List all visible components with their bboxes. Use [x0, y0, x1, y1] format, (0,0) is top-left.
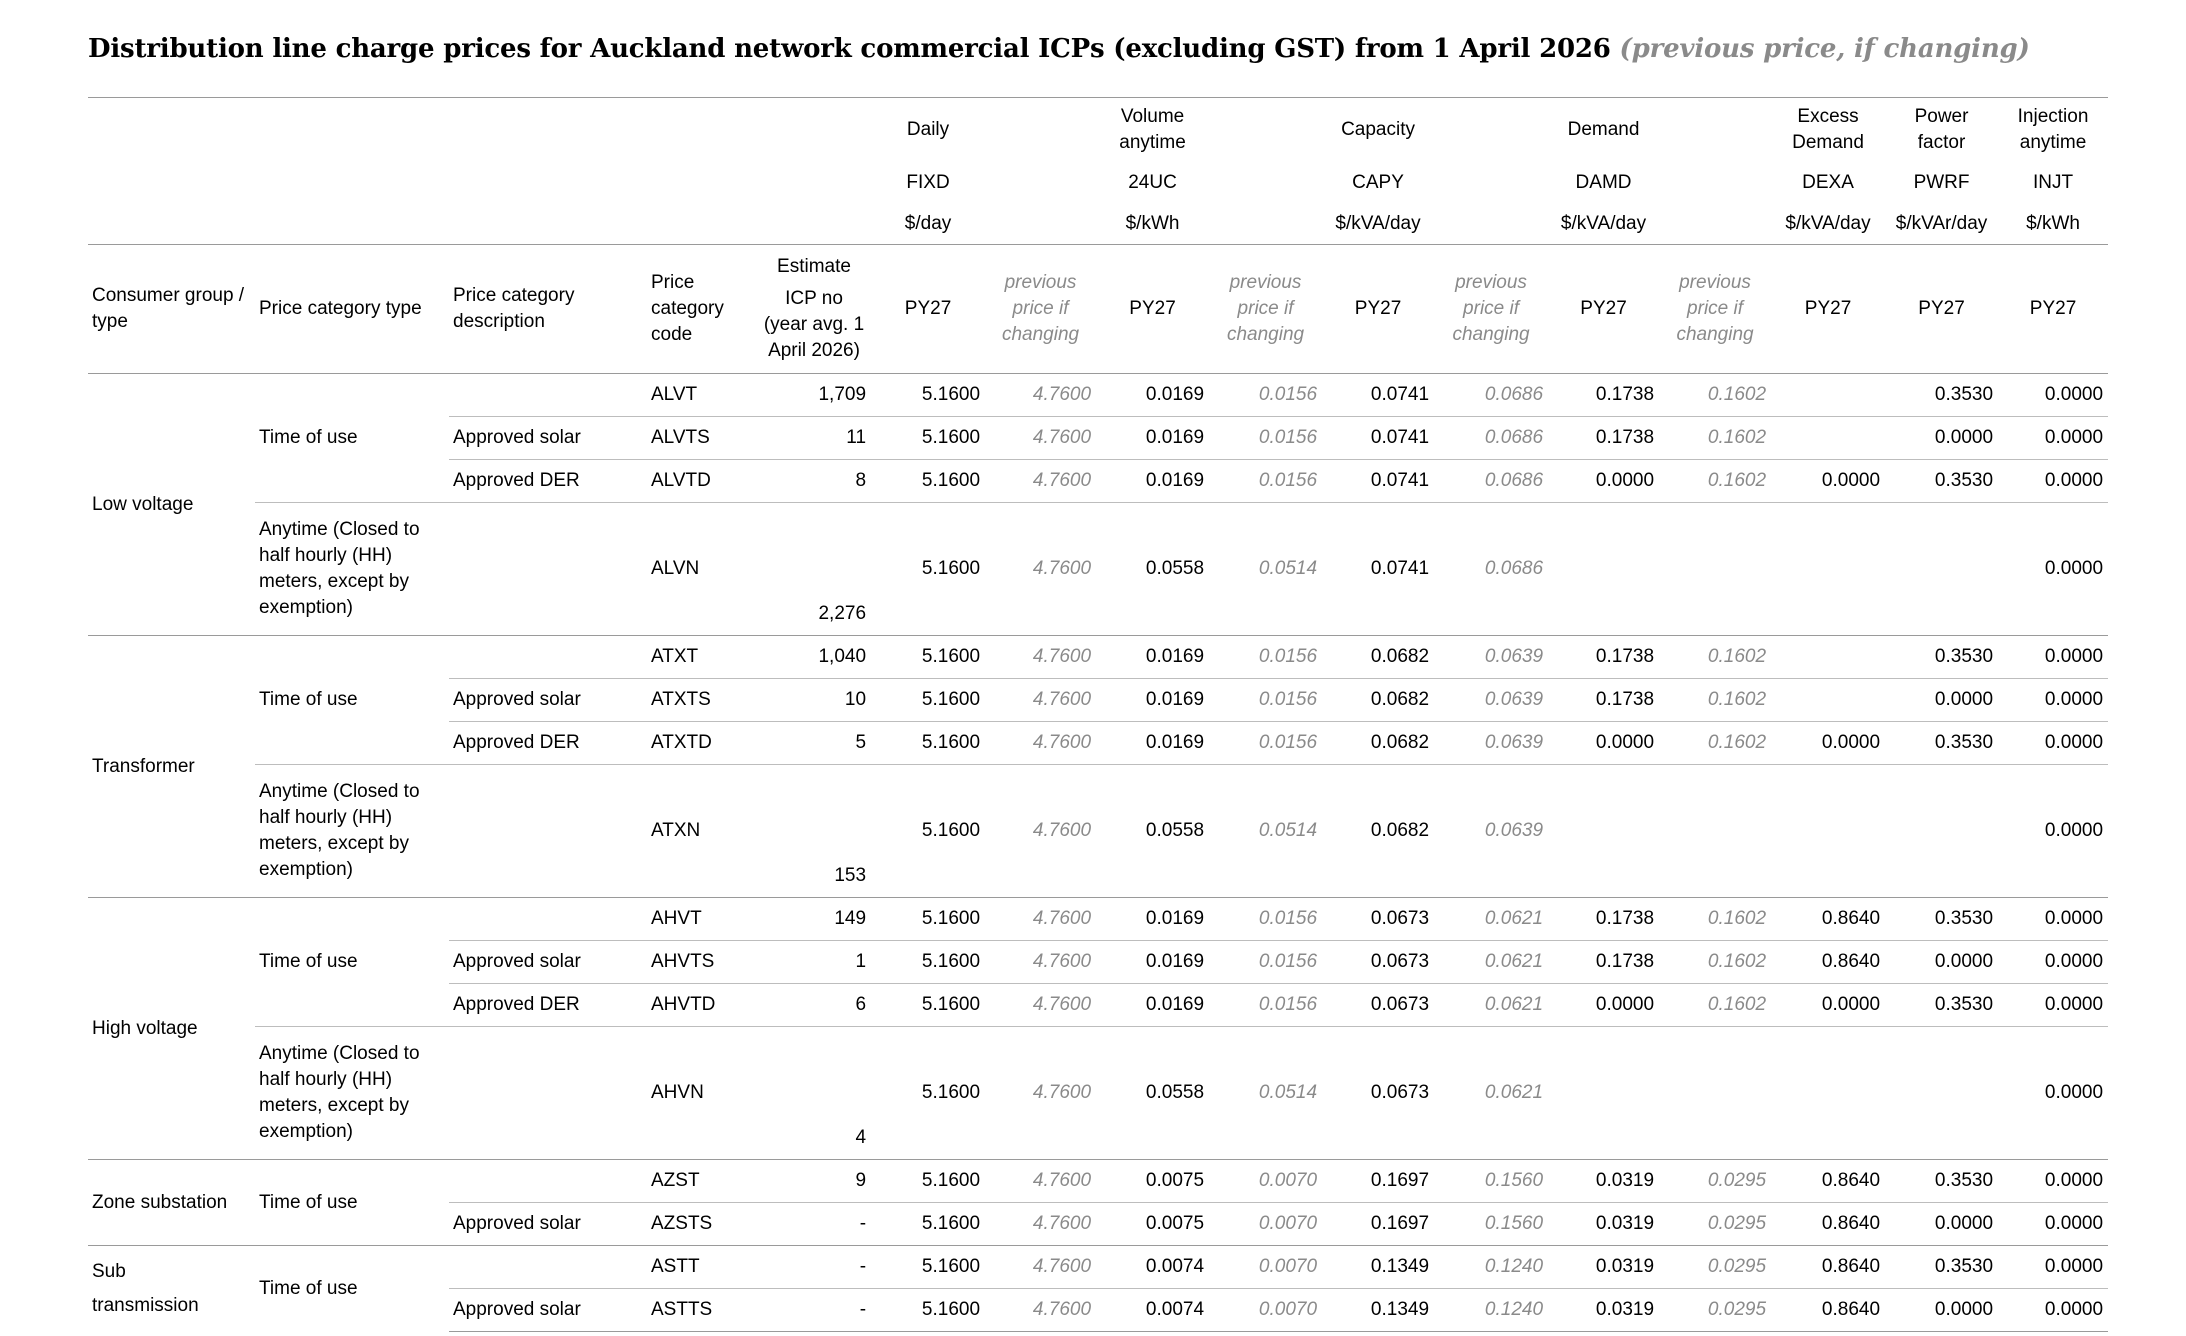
fixd-previous: 4.7600: [985, 1203, 1096, 1246]
description: Approved DER: [449, 460, 647, 503]
hdr-daily-code: FIXD: [906, 172, 950, 193]
col-consumer-group: Consumer group / type: [88, 245, 255, 374]
damd-previous: 0.1602: [1659, 636, 1771, 679]
injt-value: 0.0000: [1998, 898, 2108, 941]
injt-value: 0.0000: [1998, 984, 2108, 1027]
col-price-category-description: Price category description: [449, 245, 647, 374]
col-py27: PY27: [1322, 245, 1434, 374]
uc-value: 0.0169: [1096, 898, 1209, 941]
uc-value: 0.0558: [1096, 1027, 1209, 1160]
dexa-value: [1771, 1027, 1885, 1160]
hdr-capacity-unit: $/kVA/day: [1335, 213, 1421, 234]
uc-value: 0.0169: [1096, 722, 1209, 765]
uc-previous: 0.0514: [1209, 765, 1322, 898]
hdr-power-unit: $/kVAr/day: [1895, 213, 1988, 234]
fixd-previous: 4.7600: [985, 1289, 1096, 1332]
icp-count: -: [757, 1203, 871, 1246]
fixd-previous: 4.7600: [985, 460, 1096, 503]
col-py27: PY27: [1771, 245, 1885, 374]
fixd-value: 5.1600: [871, 984, 985, 1027]
damd-previous: 0.1602: [1659, 460, 1771, 503]
uc-previous: 0.0156: [1209, 679, 1322, 722]
price-type: Time of use: [255, 1246, 449, 1332]
pwrf-value: [1885, 503, 1998, 636]
uc-value: 0.0075: [1096, 1160, 1209, 1203]
icp-count: 11: [757, 417, 871, 460]
uc-previous: 0.0156: [1209, 722, 1322, 765]
hdr-injection-name: Injection anytime: [1998, 98, 2108, 163]
pwrf-value: [1885, 1027, 1998, 1160]
fixd-value: 5.1600: [871, 765, 985, 898]
capy-previous: 0.0621: [1434, 941, 1548, 984]
icp-count: 153: [757, 765, 871, 898]
pwrf-value: 0.3530: [1885, 636, 1998, 679]
pwrf-value: 0.0000: [1885, 1203, 1998, 1246]
table-row: [88, 1027, 2108, 1160]
title-main: Distribution line charge prices for Auckland network commercial ICPs (excluding GST) from 1 April 2026: [88, 34, 1611, 64]
hdr-daily-name: Daily: [871, 98, 985, 163]
uc-previous: 0.0070: [1209, 1160, 1322, 1203]
fixd-value: 5.1600: [871, 898, 985, 941]
hdr-volume-unit: $/kWh: [1125, 213, 1180, 234]
capy-previous: 0.0639: [1434, 636, 1548, 679]
pwrf-value: 0.3530: [1885, 1160, 1998, 1203]
capy-value: 0.0741: [1322, 374, 1434, 417]
price-code: ATXN: [647, 765, 757, 898]
hdr-power-name: Power factor: [1885, 98, 1998, 163]
pwrf-value: 0.0000: [1885, 1289, 1998, 1332]
group-name: Zone substation: [88, 1160, 255, 1246]
dexa-value: [1771, 636, 1885, 679]
damd-value: 0.1738: [1548, 636, 1659, 679]
damd-value: 0.0319: [1548, 1246, 1659, 1289]
injt-value: 0.0000: [1998, 1027, 2108, 1160]
damd-previous: [1659, 765, 1771, 898]
fixd-previous: 4.7600: [985, 984, 1096, 1027]
price-type: Time of use: [255, 898, 449, 1027]
capy-previous: 0.1240: [1434, 1289, 1548, 1332]
dexa-value: 0.0000: [1771, 722, 1885, 765]
col-estimate-icp: [757, 245, 871, 374]
capy-previous: 0.0639: [1434, 765, 1548, 898]
pwrf-value: 0.3530: [1885, 374, 1998, 417]
fixd-previous: 4.7600: [985, 941, 1096, 984]
capy-value: 0.0673: [1322, 1027, 1434, 1160]
price-type: Time of use: [255, 636, 449, 765]
damd-value: 0.1738: [1548, 941, 1659, 984]
uc-previous: 0.0070: [1209, 1203, 1322, 1246]
damd-value: [1548, 765, 1659, 898]
capy-previous: 0.0686: [1434, 417, 1548, 460]
capy-value: 0.0682: [1322, 765, 1434, 898]
uc-value: 0.0169: [1096, 374, 1209, 417]
description: [449, 1160, 647, 1203]
uc-value: 0.0558: [1096, 503, 1209, 636]
uc-value: 0.0169: [1096, 636, 1209, 679]
price-code: AHVN: [647, 1027, 757, 1160]
icp-count: 6: [757, 984, 871, 1027]
hdr-demand-name: Demand: [1548, 98, 1659, 163]
group-name-line1: Sub: [92, 1260, 126, 1282]
hdr-excess-unit: $/kVA/day: [1785, 213, 1871, 234]
icp-count: -: [757, 1246, 871, 1289]
dexa-value: 0.8640: [1771, 941, 1885, 984]
icp-count: -: [757, 1289, 871, 1332]
capy-previous: 0.0686: [1434, 460, 1548, 503]
dexa-value: 0.8640: [1771, 1246, 1885, 1289]
price-code: AHVTS: [647, 941, 757, 984]
price-table: [88, 97, 2108, 1332]
col-previous: previous price if changing: [985, 245, 1096, 374]
capy-value: 0.0673: [1322, 984, 1434, 1027]
price-code: ASTTS: [647, 1289, 757, 1332]
description: [449, 374, 647, 417]
table-row: [88, 898, 2108, 941]
price-type: Time of use: [255, 374, 449, 503]
capy-previous: 0.0639: [1434, 679, 1548, 722]
fixd-value: 5.1600: [871, 503, 985, 636]
uc-previous: 0.0156: [1209, 374, 1322, 417]
uc-previous: 0.0156: [1209, 460, 1322, 503]
price-type-anytime: Anytime (Closed to half hourly (HH) meters, except by exemption): [255, 765, 449, 898]
price-type: Time of use: [255, 1160, 449, 1246]
fixd-previous: 4.7600: [985, 1160, 1096, 1203]
description: Approved DER: [449, 984, 647, 1027]
pwrf-value: 0.0000: [1885, 941, 1998, 984]
col-py27: PY27: [1885, 245, 1998, 374]
damd-previous: 0.1602: [1659, 941, 1771, 984]
group-name: Transformer: [88, 636, 255, 898]
price-code: ATXTD: [647, 722, 757, 765]
damd-previous: 0.0295: [1659, 1203, 1771, 1246]
capy-previous: 0.0686: [1434, 503, 1548, 636]
pwrf-value: 0.3530: [1885, 1246, 1998, 1289]
description: [449, 1246, 647, 1289]
damd-previous: 0.0295: [1659, 1160, 1771, 1203]
dexa-value: 0.8640: [1771, 1203, 1885, 1246]
pwrf-value: 0.3530: [1885, 722, 1998, 765]
dexa-value: [1771, 417, 1885, 460]
icp-count: 9: [757, 1160, 871, 1203]
fixd-previous: 4.7600: [985, 636, 1096, 679]
group-name: High voltage: [88, 898, 255, 1160]
fixd-value: 5.1600: [871, 1246, 985, 1289]
dexa-value: 0.0000: [1771, 984, 1885, 1027]
col-py27: PY27: [1096, 245, 1209, 374]
dexa-value: [1771, 503, 1885, 636]
header-row-codes: [88, 162, 2108, 204]
table-row: [88, 1160, 2108, 1203]
description: [449, 1027, 647, 1160]
damd-value: 0.1738: [1548, 374, 1659, 417]
capy-value: 0.1349: [1322, 1246, 1434, 1289]
uc-previous: 0.0514: [1209, 503, 1322, 636]
injt-value: 0.0000: [1998, 1160, 2108, 1203]
uc-value: 0.0558: [1096, 765, 1209, 898]
fixd-value: 5.1600: [871, 636, 985, 679]
uc-value: 0.0169: [1096, 460, 1209, 503]
injt-value: 0.0000: [1998, 417, 2108, 460]
header-row-units: [88, 204, 2108, 245]
damd-previous: 0.1602: [1659, 374, 1771, 417]
capy-value: 0.0673: [1322, 898, 1434, 941]
hdr-capacity-name: Capacity: [1322, 98, 1434, 163]
price-type-anytime: Anytime (Closed to half hourly (HH) meters, except by exemption): [255, 503, 449, 636]
description: [449, 503, 647, 636]
hdr-volume-code: 24UC: [1128, 172, 1177, 193]
fixd-previous: 4.7600: [985, 898, 1096, 941]
uc-value: 0.0074: [1096, 1246, 1209, 1289]
price-code: ALVT: [647, 374, 757, 417]
price-code: AHVTD: [647, 984, 757, 1027]
price-code: AZST: [647, 1160, 757, 1203]
uc-value: 0.0169: [1096, 417, 1209, 460]
icp-count: 1,709: [757, 374, 871, 417]
price-type-anytime: Anytime (Closed to half hourly (HH) meters, except by exemption): [255, 1027, 449, 1160]
fixd-value: 5.1600: [871, 1203, 985, 1246]
fixd-previous: 4.7600: [985, 503, 1096, 636]
capy-previous: 0.0621: [1434, 1027, 1548, 1160]
damd-value: 0.0000: [1548, 722, 1659, 765]
capy-previous: 0.1240: [1434, 1246, 1548, 1289]
fixd-previous: 4.7600: [985, 417, 1096, 460]
capy-value: 0.1697: [1322, 1160, 1434, 1203]
injt-value: 0.0000: [1998, 1203, 2108, 1246]
damd-previous: 0.1602: [1659, 417, 1771, 460]
col-price-category-type: Price category type: [255, 245, 449, 374]
capy-previous: 0.0639: [1434, 722, 1548, 765]
damd-previous: 0.0295: [1659, 1289, 1771, 1332]
uc-previous: 0.0156: [1209, 636, 1322, 679]
price-code: ATXT: [647, 636, 757, 679]
damd-value: 0.0319: [1548, 1289, 1659, 1332]
capy-previous: 0.0621: [1434, 898, 1548, 941]
group-name: [88, 1246, 255, 1332]
pwrf-value: 0.3530: [1885, 984, 1998, 1027]
fixd-previous: 4.7600: [985, 722, 1096, 765]
damd-previous: 0.1602: [1659, 984, 1771, 1027]
injt-value: 0.0000: [1998, 460, 2108, 503]
table-row: [88, 765, 2108, 898]
capy-value: 0.0741: [1322, 417, 1434, 460]
table-row: [88, 503, 2108, 636]
col-py27: PY27: [1998, 245, 2108, 374]
icp-count: 10: [757, 679, 871, 722]
table-row: [88, 1246, 2108, 1289]
capy-value: 0.1349: [1322, 1289, 1434, 1332]
table-row: [88, 374, 2108, 417]
hdr-excess-code: DEXA: [1802, 172, 1854, 193]
description: Approved solar: [449, 417, 647, 460]
fixd-value: 5.1600: [871, 460, 985, 503]
uc-previous: 0.0156: [1209, 941, 1322, 984]
description: Approved solar: [449, 1289, 647, 1332]
capy-value: 0.0741: [1322, 503, 1434, 636]
injt-value: 0.0000: [1998, 765, 2108, 898]
price-code: ALVTD: [647, 460, 757, 503]
col-estimate-line1: Estimate: [777, 256, 851, 277]
dexa-value: [1771, 374, 1885, 417]
header-row-columns: [88, 245, 2108, 374]
injt-value: 0.0000: [1998, 1289, 2108, 1332]
col-py27: PY27: [1548, 245, 1659, 374]
fixd-value: 5.1600: [871, 1289, 985, 1332]
col-py27: PY27: [871, 245, 985, 374]
icp-count: 4: [757, 1027, 871, 1160]
col-previous: previous price if changing: [1209, 245, 1322, 374]
uc-previous: 0.0156: [1209, 984, 1322, 1027]
damd-previous: 0.0295: [1659, 1246, 1771, 1289]
uc-previous: 0.0514: [1209, 1027, 1322, 1160]
fixd-value: 5.1600: [871, 374, 985, 417]
group-name-line2: transmission: [92, 1294, 199, 1316]
capy-previous: 0.1560: [1434, 1160, 1548, 1203]
col-price-category-code: Price category code: [647, 245, 757, 374]
injt-value: 0.0000: [1998, 1246, 2108, 1289]
price-code: ATXTS: [647, 679, 757, 722]
price-code: AHVT: [647, 898, 757, 941]
damd-previous: 0.1602: [1659, 898, 1771, 941]
hdr-power-code: PWRF: [1913, 172, 1970, 193]
uc-value: 0.0169: [1096, 941, 1209, 984]
price-code: ALVN: [647, 503, 757, 636]
fixd-value: 5.1600: [871, 941, 985, 984]
col-previous: previous price if changing: [1434, 245, 1548, 374]
fixd-value: 5.1600: [871, 722, 985, 765]
damd-previous: [1659, 503, 1771, 636]
hdr-demand-unit: $/kVA/day: [1560, 213, 1647, 234]
damd-value: 0.1738: [1548, 417, 1659, 460]
fixd-value: 5.1600: [871, 1027, 985, 1160]
uc-value: 0.0169: [1096, 679, 1209, 722]
fixd-value: 5.1600: [871, 417, 985, 460]
damd-previous: 0.1602: [1659, 722, 1771, 765]
price-code: AZSTS: [647, 1203, 757, 1246]
icp-count: 1: [757, 941, 871, 984]
description: [449, 898, 647, 941]
damd-value: 0.0000: [1548, 460, 1659, 503]
icp-count: 1,040: [757, 636, 871, 679]
price-code: ALVTS: [647, 417, 757, 460]
price-code: ASTT: [647, 1246, 757, 1289]
fixd-value: 5.1600: [871, 1160, 985, 1203]
fixd-previous: 4.7600: [985, 1246, 1096, 1289]
injt-value: 0.0000: [1998, 679, 2108, 722]
fixd-value: 5.1600: [871, 679, 985, 722]
hdr-volume-name: Volume anytime: [1096, 98, 1209, 163]
capy-value: 0.0673: [1322, 941, 1434, 984]
damd-value: 0.0000: [1548, 984, 1659, 1027]
description: Approved solar: [449, 679, 647, 722]
table-row: [88, 636, 2108, 679]
capy-previous: 0.0686: [1434, 374, 1548, 417]
capy-value: 0.1697: [1322, 1203, 1434, 1246]
injt-value: 0.0000: [1998, 722, 2108, 765]
pwrf-value: 0.0000: [1885, 679, 1998, 722]
injt-value: 0.0000: [1998, 503, 2108, 636]
header-row-names: [88, 98, 2108, 163]
injt-value: 0.0000: [1998, 636, 2108, 679]
hdr-injection-code: INJT: [2032, 172, 2074, 193]
uc-value: 0.0169: [1096, 984, 1209, 1027]
dexa-value: 0.8640: [1771, 898, 1885, 941]
damd-previous: [1659, 1027, 1771, 1160]
dexa-value: 0.0000: [1771, 460, 1885, 503]
icp-count: 149: [757, 898, 871, 941]
capy-value: 0.0741: [1322, 460, 1434, 503]
capy-previous: 0.1560: [1434, 1203, 1548, 1246]
hdr-capacity-code: CAPY: [1352, 172, 1404, 193]
col-previous: previous price if changing: [1659, 245, 1771, 374]
capy-previous: 0.0621: [1434, 984, 1548, 1027]
col-estimate-line2: ICP no (year avg. 1 April 2026): [763, 288, 865, 361]
description: [449, 636, 647, 679]
damd-previous: 0.1602: [1659, 679, 1771, 722]
fixd-previous: 4.7600: [985, 1027, 1096, 1160]
pwrf-value: [1885, 765, 1998, 898]
hdr-excess-name: Excess Demand: [1771, 98, 1885, 163]
title-subtitle: (previous price, if changing): [1619, 34, 2030, 64]
uc-previous: 0.0156: [1209, 898, 1322, 941]
capy-value: 0.0682: [1322, 722, 1434, 765]
hdr-demand-code: DAMD: [1575, 172, 1632, 193]
hdr-daily-unit: $/day: [904, 213, 952, 234]
dexa-value: 0.8640: [1771, 1160, 1885, 1203]
uc-value: 0.0075: [1096, 1203, 1209, 1246]
fixd-previous: 4.7600: [985, 765, 1096, 898]
uc-previous: 0.0070: [1209, 1246, 1322, 1289]
capy-value: 0.0682: [1322, 636, 1434, 679]
description: Approved solar: [449, 941, 647, 984]
dexa-value: [1771, 765, 1885, 898]
damd-value: 0.1738: [1548, 898, 1659, 941]
description: Approved DER: [449, 722, 647, 765]
group-name: Low voltage: [88, 374, 255, 636]
icp-count: 5: [757, 722, 871, 765]
uc-previous: 0.0070: [1209, 1289, 1322, 1332]
icp-count: 8: [757, 460, 871, 503]
damd-value: 0.0319: [1548, 1203, 1659, 1246]
damd-value: [1548, 1027, 1659, 1160]
page-title: [88, 34, 2030, 64]
description: [449, 765, 647, 898]
damd-value: 0.0319: [1548, 1160, 1659, 1203]
pwrf-value: 0.3530: [1885, 460, 1998, 503]
fixd-previous: 4.7600: [985, 679, 1096, 722]
fixd-previous: 4.7600: [985, 374, 1096, 417]
pwrf-value: 0.0000: [1885, 417, 1998, 460]
dexa-value: 0.8640: [1771, 1289, 1885, 1332]
injt-value: 0.0000: [1998, 941, 2108, 984]
injt-value: 0.0000: [1998, 374, 2108, 417]
description: Approved solar: [449, 1203, 647, 1246]
icp-count: 2,276: [757, 503, 871, 636]
uc-previous: 0.0156: [1209, 417, 1322, 460]
pwrf-value: 0.3530: [1885, 898, 1998, 941]
damd-value: [1548, 503, 1659, 636]
capy-value: 0.0682: [1322, 679, 1434, 722]
damd-value: 0.1738: [1548, 679, 1659, 722]
dexa-value: [1771, 679, 1885, 722]
uc-value: 0.0074: [1096, 1289, 1209, 1332]
hdr-injection-unit: $/kWh: [2026, 213, 2080, 234]
